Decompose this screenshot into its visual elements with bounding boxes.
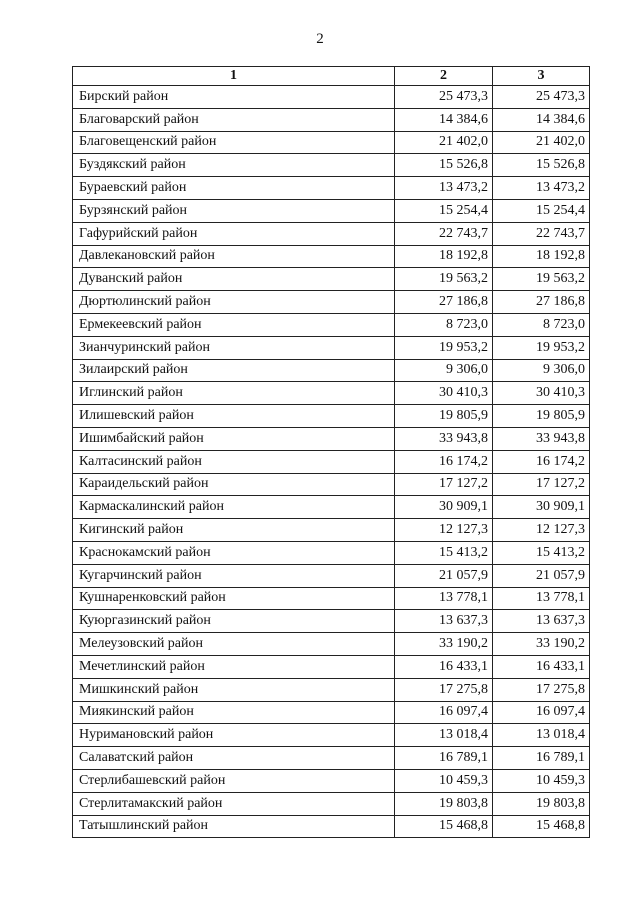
value-col2-cell: 12 127,3 <box>395 519 493 542</box>
district-name-cell: Мелеузовский район <box>73 633 395 656</box>
table-row <box>73 792 590 815</box>
value-col3-cell: 16 789,1 <box>493 747 590 770</box>
table-row <box>73 222 590 245</box>
value-col3-cell: 15 468,8 <box>493 815 590 838</box>
table-row <box>73 701 590 724</box>
value-col3-cell: 21 402,0 <box>493 131 590 154</box>
table-row <box>73 769 590 792</box>
table-row <box>73 199 590 222</box>
district-name-cell: Дюртюлинский район <box>73 291 395 314</box>
value-col3-cell: 22 743,7 <box>493 222 590 245</box>
value-col2-cell: 10 459,3 <box>395 769 493 792</box>
table-row <box>73 564 590 587</box>
value-col3-cell: 13 473,2 <box>493 177 590 200</box>
value-col2-cell: 16 433,1 <box>395 655 493 678</box>
value-col2-cell: 15 468,8 <box>395 815 493 838</box>
district-name-cell: Миякинский район <box>73 701 395 724</box>
district-name-cell: Буздякский район <box>73 154 395 177</box>
value-col3-cell: 15 254,4 <box>493 199 590 222</box>
value-col3-cell: 30 410,3 <box>493 382 590 405</box>
value-col2-cell: 15 526,8 <box>395 154 493 177</box>
district-name-cell: Стерлитамакский район <box>73 792 395 815</box>
value-col3-cell: 18 192,8 <box>493 245 590 268</box>
table-row <box>73 382 590 405</box>
district-name-cell: Кушнаренковский район <box>73 587 395 610</box>
value-col3-cell: 13 018,4 <box>493 724 590 747</box>
table-row <box>73 496 590 519</box>
table-body <box>73 86 590 838</box>
value-col2-cell: 17 127,2 <box>395 473 493 496</box>
district-name-cell: Куюргазинский район <box>73 610 395 633</box>
table-row <box>73 291 590 314</box>
data-table <box>72 66 590 838</box>
value-col3-cell: 12 127,3 <box>493 519 590 542</box>
value-col3-cell: 19 805,9 <box>493 405 590 428</box>
value-col2-cell: 14 384,6 <box>395 108 493 131</box>
district-name-cell: Илишевский район <box>73 405 395 428</box>
value-col3-cell: 15 413,2 <box>493 541 590 564</box>
district-name-cell: Ишимбайский район <box>73 427 395 450</box>
value-col2-cell: 13 473,2 <box>395 177 493 200</box>
table-row <box>73 610 590 633</box>
value-col2-cell: 19 563,2 <box>395 268 493 291</box>
table-row <box>73 405 590 428</box>
value-col3-cell: 17 275,8 <box>493 678 590 701</box>
district-name-cell: Иглинский район <box>73 382 395 405</box>
value-col2-cell: 9 306,0 <box>395 359 493 382</box>
table-row <box>73 313 590 336</box>
table-row <box>73 131 590 154</box>
value-col2-cell: 22 743,7 <box>395 222 493 245</box>
value-col3-cell: 16 433,1 <box>493 655 590 678</box>
header-row <box>73 67 590 86</box>
table-row <box>73 655 590 678</box>
value-col2-cell: 16 789,1 <box>395 747 493 770</box>
table-row <box>73 427 590 450</box>
value-col3-cell: 8 723,0 <box>493 313 590 336</box>
value-col3-cell: 19 953,2 <box>493 336 590 359</box>
value-col3-cell: 16 174,2 <box>493 450 590 473</box>
district-name-cell: Кугарчинский район <box>73 564 395 587</box>
district-name-cell: Зилаирский район <box>73 359 395 382</box>
table-row <box>73 336 590 359</box>
value-col3-cell: 30 909,1 <box>493 496 590 519</box>
value-col2-cell: 13 637,3 <box>395 610 493 633</box>
value-col3-cell: 13 637,3 <box>493 610 590 633</box>
district-name-cell: Бирский район <box>73 86 395 109</box>
value-col3-cell: 17 127,2 <box>493 473 590 496</box>
district-name-cell: Зианчуринский район <box>73 336 395 359</box>
table-row <box>73 154 590 177</box>
value-col2-cell: 25 473,3 <box>395 86 493 109</box>
value-col2-cell: 30 909,1 <box>395 496 493 519</box>
value-col2-cell: 16 174,2 <box>395 450 493 473</box>
table-row <box>73 268 590 291</box>
district-name-cell: Караидельский район <box>73 473 395 496</box>
value-col2-cell: 33 943,8 <box>395 427 493 450</box>
header-cell-1: 1 <box>73 67 395 86</box>
value-col3-cell: 9 306,0 <box>493 359 590 382</box>
table-row <box>73 86 590 109</box>
value-col3-cell: 15 526,8 <box>493 154 590 177</box>
table-row <box>73 678 590 701</box>
district-name-cell: Татышлинский район <box>73 815 395 838</box>
district-name-cell: Мечетлинский район <box>73 655 395 678</box>
value-col2-cell: 19 805,9 <box>395 405 493 428</box>
value-col3-cell: 33 943,8 <box>493 427 590 450</box>
header-cell-2: 2 <box>395 67 493 86</box>
table-row <box>73 245 590 268</box>
value-col2-cell: 16 097,4 <box>395 701 493 724</box>
table-row <box>73 177 590 200</box>
header-cell-3: 3 <box>493 67 590 86</box>
table-row <box>73 633 590 656</box>
value-col2-cell: 33 190,2 <box>395 633 493 656</box>
table-row <box>73 519 590 542</box>
value-col3-cell: 21 057,9 <box>493 564 590 587</box>
table-row <box>73 450 590 473</box>
value-col2-cell: 18 192,8 <box>395 245 493 268</box>
table-row <box>73 724 590 747</box>
table-row <box>73 108 590 131</box>
value-col2-cell: 30 410,3 <box>395 382 493 405</box>
district-name-cell: Салаватский район <box>73 747 395 770</box>
value-col3-cell: 25 473,3 <box>493 86 590 109</box>
value-col3-cell: 33 190,2 <box>493 633 590 656</box>
table-row <box>73 359 590 382</box>
value-col3-cell: 19 803,8 <box>493 792 590 815</box>
value-col2-cell: 27 186,8 <box>395 291 493 314</box>
table-row <box>73 541 590 564</box>
district-name-cell: Ермекеевский район <box>73 313 395 336</box>
value-col3-cell: 13 778,1 <box>493 587 590 610</box>
district-name-cell: Давлекановский район <box>73 245 395 268</box>
district-name-cell: Нуримановский район <box>73 724 395 747</box>
table-header <box>73 67 590 86</box>
value-col3-cell: 27 186,8 <box>493 291 590 314</box>
district-name-cell: Кигинский район <box>73 519 395 542</box>
district-name-cell: Бурзянский район <box>73 199 395 222</box>
value-col2-cell: 19 803,8 <box>395 792 493 815</box>
value-col2-cell: 21 057,9 <box>395 564 493 587</box>
table-row <box>73 815 590 838</box>
page-number: 2 <box>316 31 324 47</box>
value-col3-cell: 14 384,6 <box>493 108 590 131</box>
value-col2-cell: 21 402,0 <box>395 131 493 154</box>
table-row <box>73 587 590 610</box>
district-name-cell: Благовещенский район <box>73 131 395 154</box>
district-name-cell: Мишкинский район <box>73 678 395 701</box>
value-col2-cell: 13 778,1 <box>395 587 493 610</box>
district-name-cell: Дуванский район <box>73 268 395 291</box>
district-name-cell: Стерлибашевский район <box>73 769 395 792</box>
value-col2-cell: 19 953,2 <box>395 336 493 359</box>
table-row <box>73 473 590 496</box>
district-name-cell: Бураевский район <box>73 177 395 200</box>
value-col2-cell: 17 275,8 <box>395 678 493 701</box>
district-name-cell: Краснокамский район <box>73 541 395 564</box>
value-col2-cell: 13 018,4 <box>395 724 493 747</box>
value-col2-cell: 15 254,4 <box>395 199 493 222</box>
district-name-cell: Кармаскалинский район <box>73 496 395 519</box>
district-name-cell: Благоварский район <box>73 108 395 131</box>
district-name-cell: Калтасинский район <box>73 450 395 473</box>
value-col2-cell: 15 413,2 <box>395 541 493 564</box>
value-col3-cell: 19 563,2 <box>493 268 590 291</box>
value-col3-cell: 16 097,4 <box>493 701 590 724</box>
table-row <box>73 747 590 770</box>
value-col2-cell: 8 723,0 <box>395 313 493 336</box>
value-col3-cell: 10 459,3 <box>493 769 590 792</box>
district-name-cell: Гафурийский район <box>73 222 395 245</box>
